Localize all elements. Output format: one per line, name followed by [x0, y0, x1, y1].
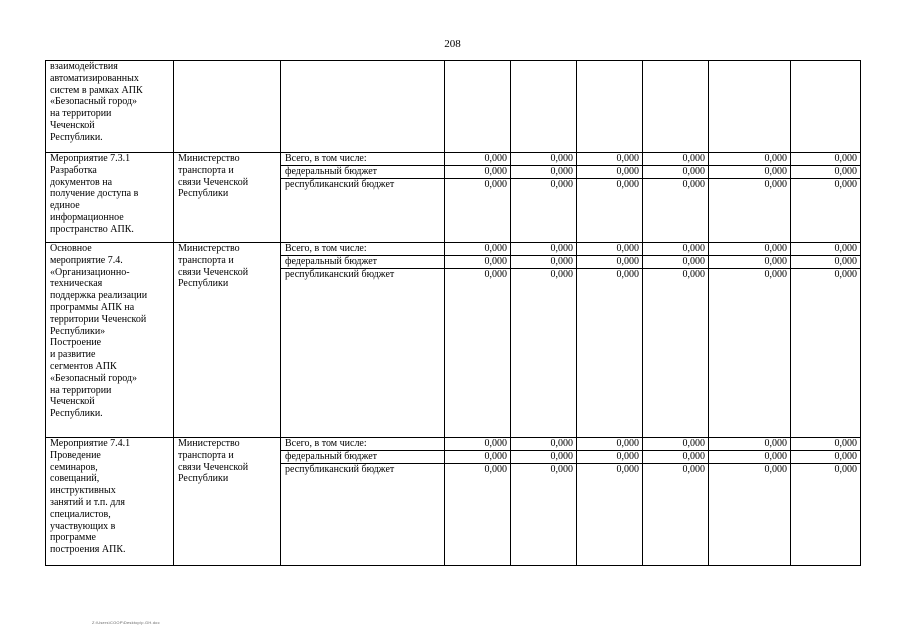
- amount-value: 0,000: [511, 243, 576, 256]
- amount-cell: [445, 153, 511, 243]
- amount-cell: [577, 61, 643, 153]
- amount-cell: [643, 61, 709, 153]
- amount-value: 0,000: [709, 256, 790, 269]
- amount-value: 0,000: [511, 451, 576, 464]
- amount-value: 0,000: [791, 451, 860, 464]
- funding-source-label: Всего, в том числе:: [281, 438, 444, 451]
- funding-source-label: республиканский бюджет: [285, 268, 395, 280]
- amount-value: 0,000: [550, 463, 573, 475]
- funding-source-label: Всего, в том числе:: [281, 243, 444, 256]
- amount-value: 0,000: [445, 243, 510, 256]
- amount-value: 0,000: [764, 463, 787, 475]
- amount-cell: [791, 438, 861, 566]
- executor-cell: [174, 61, 281, 153]
- amount-cell: [709, 61, 791, 153]
- amount-value: 0,000: [484, 463, 507, 475]
- amount-value: 0,000: [643, 166, 708, 179]
- amount-value: 0,000: [445, 438, 510, 451]
- amount-value: 0,000: [791, 166, 860, 179]
- amount-value: 0,000: [764, 268, 787, 280]
- amount-value: 0,000: [577, 153, 642, 166]
- amount-cell: [791, 61, 861, 153]
- amount-value: 0,000: [643, 438, 708, 451]
- amount-value: 0,000: [791, 153, 860, 166]
- amount-value: 0,000: [616, 463, 639, 475]
- amount-cell: [445, 243, 511, 438]
- funding-source-cell: [281, 61, 445, 153]
- funding-source-cell: [281, 243, 445, 438]
- amount-value: 0,000: [643, 243, 708, 256]
- table-body: [46, 61, 861, 566]
- funding-source-cell: [281, 153, 445, 243]
- amount-value: 0,000: [577, 243, 642, 256]
- funding-source-label: федеральный бюджет: [281, 166, 444, 179]
- amount-cell: [709, 438, 791, 566]
- amount-cell: [577, 243, 643, 438]
- activity-name-cell: Мероприятие 7.4.1 Проведение семинаров, совещаний, инструктивных занятий и т.п. для специалистов, участвующих в программе построения АПК.: [46, 438, 174, 566]
- executor-cell: Министерство транспорта и связи Чеченской Республики: [174, 153, 281, 243]
- amount-value: 0,000: [445, 166, 510, 179]
- amount-value: 0,000: [445, 256, 510, 269]
- funding-source-label: Всего, в том числе:: [281, 153, 444, 166]
- amount-cell: [511, 153, 577, 243]
- table-row: [46, 243, 861, 438]
- executor-cell: Министерство транспорта и связи Чеченской Республики: [174, 438, 281, 566]
- amount-cell: [709, 243, 791, 438]
- table-row: [46, 153, 861, 243]
- amount-value: 0,000: [511, 256, 576, 269]
- page-number: 208: [444, 38, 461, 50]
- amount-value: 0,000: [643, 153, 708, 166]
- amount-value: 0,000: [643, 256, 708, 269]
- amount-cell: [791, 153, 861, 243]
- amount-value: 0,000: [709, 166, 790, 179]
- amount-value: 0,000: [834, 268, 857, 280]
- amount-value: 0,000: [709, 451, 790, 464]
- budget-table: [45, 60, 861, 566]
- amount-value: 0,000: [791, 438, 860, 451]
- amount-value: 0,000: [484, 178, 507, 190]
- amount-cell: [643, 153, 709, 243]
- amount-value: 0,000: [791, 256, 860, 269]
- amount-value: 0,000: [834, 463, 857, 475]
- funding-source-label: республиканский бюджет: [285, 178, 395, 190]
- amount-value: 0,000: [445, 451, 510, 464]
- amount-value: 0,000: [709, 153, 790, 166]
- amount-cell: [709, 153, 791, 243]
- amount-value: 0,000: [511, 438, 576, 451]
- amount-value: 0,000: [484, 268, 507, 280]
- amount-value: 0,000: [577, 256, 642, 269]
- amount-value: 0,000: [643, 451, 708, 464]
- executor-cell: Министерство транспорта и связи Чеченской Республики: [174, 243, 281, 438]
- amount-value: 0,000: [709, 243, 790, 256]
- amount-value: 0,000: [511, 166, 576, 179]
- amount-cell: [511, 61, 577, 153]
- funding-source-cell: [281, 438, 445, 566]
- table-row: [46, 438, 861, 566]
- amount-value: 0,000: [764, 178, 787, 190]
- funding-source-label: республиканский бюджет: [285, 463, 395, 475]
- amount-value: 0,000: [616, 268, 639, 280]
- amount-cell: [577, 153, 643, 243]
- amount-value: 0,000: [445, 153, 510, 166]
- amount-value: 0,000: [577, 451, 642, 464]
- amount-cell: [643, 438, 709, 566]
- amount-value: 0,000: [682, 268, 705, 280]
- activity-name-cell: взаимодействия автоматизированных систем в рамках АПК «Безопасный город» на территории Чеченской Республики.: [46, 61, 174, 153]
- funding-source-label: федеральный бюджет: [281, 451, 444, 464]
- footer-stamp: Z:\Users\COOP\Desktop\p.GH.doc: [92, 620, 160, 625]
- amount-cell: [791, 243, 861, 438]
- amount-cell: [445, 438, 511, 566]
- amount-value: 0,000: [550, 268, 573, 280]
- amount-value: 0,000: [616, 178, 639, 190]
- amount-value: 0,000: [577, 438, 642, 451]
- amount-value: 0,000: [511, 153, 576, 166]
- amount-cell: [511, 243, 577, 438]
- funding-source-label: федеральный бюджет: [281, 256, 444, 269]
- amount-value: 0,000: [709, 438, 790, 451]
- activity-name-cell: Мероприятие 7.3.1 Разработка документов на получение доступа в единое информационное пространство АПК.: [46, 153, 174, 243]
- amount-cell: [445, 61, 511, 153]
- amount-value: 0,000: [791, 243, 860, 256]
- table-row: [46, 61, 861, 153]
- amount-cell: [643, 243, 709, 438]
- amount-value: 0,000: [834, 178, 857, 190]
- amount-value: 0,000: [682, 178, 705, 190]
- amount-cell: [577, 438, 643, 566]
- amount-cell: [511, 438, 577, 566]
- amount-value: 0,000: [550, 178, 573, 190]
- activity-name-cell: Основное мероприятие 7.4. «Организационно- техническая поддержка реализации программы АПК на территории Чеченской Республики» Построение и развитие сегментов АПК «Безопасный город» на территории Чеченской Республики.: [46, 243, 174, 438]
- amount-value: 0,000: [577, 166, 642, 179]
- amount-value: 0,000: [682, 463, 705, 475]
